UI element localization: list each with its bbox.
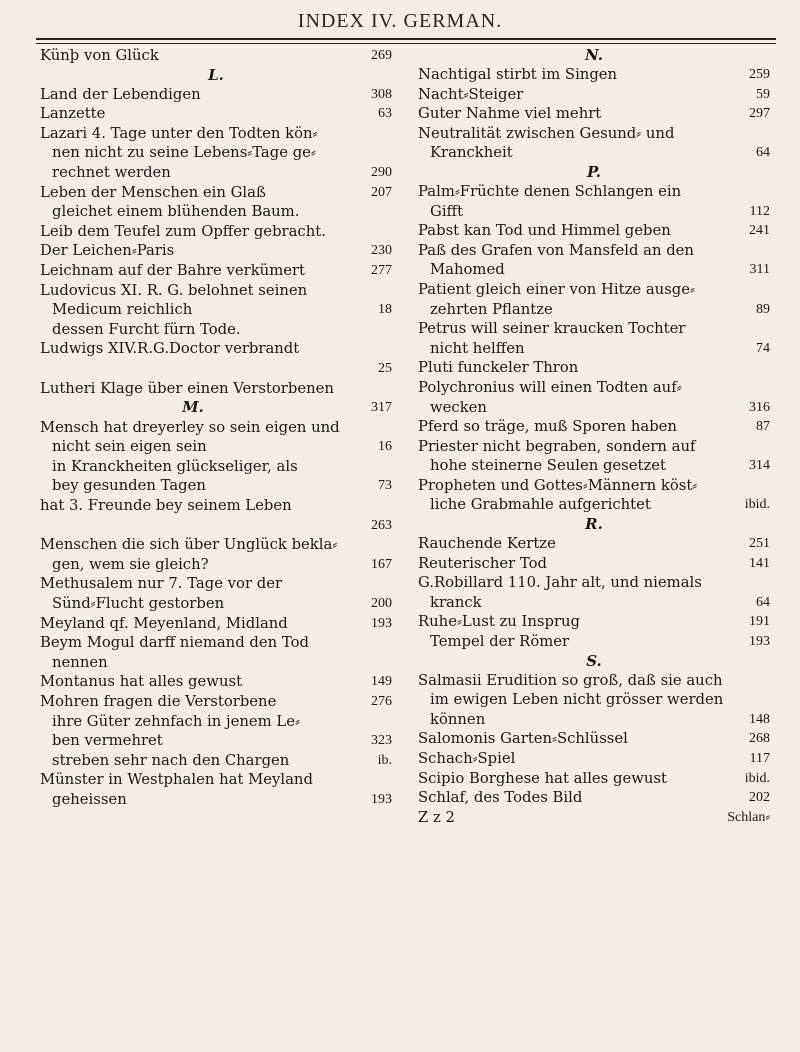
index-entry-continuation (40, 712, 392, 732)
section-letter (40, 66, 392, 85)
index-entry-text: Lanzette (40, 105, 106, 123)
index-entry (418, 417, 770, 437)
index-page-number: 202 (749, 790, 770, 806)
section-letter (418, 515, 770, 534)
index-page-number: ib. (377, 752, 392, 768)
index-entry-continuation (418, 300, 770, 320)
index-entry-continuation (418, 260, 770, 280)
index-page-number: 149 (371, 674, 392, 690)
index-entry (40, 339, 392, 359)
index-entry-continuation (40, 457, 392, 477)
index-entry-continuation (40, 751, 392, 771)
index-entry-text: kranck (430, 593, 482, 611)
index-entry-continuation (40, 731, 392, 751)
index-entry-text: Rauchende Kertze (418, 535, 556, 553)
index-entry (40, 614, 392, 634)
index-entry-text: Meyland qf. Meyenland, Midland (40, 614, 288, 632)
index-entry-text: Leichnam auf der Bahre verkümert (40, 261, 306, 279)
index-page-number: 259 (749, 67, 770, 82)
index-entry-text: Leib dem Teufel zum Opffer gebracht. (40, 222, 326, 240)
index-entry-text: Montanus hat alles gewust (40, 673, 243, 691)
index-entry (418, 378, 770, 398)
index-entry-continuation (418, 143, 770, 163)
index-entry-text: hohe steinerne Seulen gesetzet (430, 457, 666, 475)
index-entry-text: Schlaf, des Todes Bild (418, 789, 583, 807)
index-entry-text: nennen (52, 653, 108, 671)
section-letter-label: R. (585, 515, 603, 534)
index-entry-text: Propheten und Gottes⸗Männern köst⸗ (418, 476, 698, 494)
index-page-number: 167 (371, 556, 392, 572)
section-letter-label: L. (208, 65, 224, 84)
index-page-number: 193 (749, 634, 770, 650)
index-page-number: 193 (371, 791, 392, 807)
left-column (40, 46, 392, 810)
index-page-number: 323 (371, 733, 392, 749)
index-entry-text: Ruhe⸗Lust zu Insprug (418, 613, 581, 631)
index-entry-text: Guter Nahme viel mehrt (418, 105, 602, 123)
index-entry-continuation (418, 398, 770, 418)
index-entry (40, 379, 392, 399)
index-entry-text: Neutralität zwischen Gesund⸗ und (418, 124, 675, 142)
index-entry-text: Ludwigs XIV.R.G.Doctor verbrandt (40, 340, 300, 358)
index-entry-text: Polychronius will einen Todten auf⸗ (418, 378, 682, 396)
index-page-number: 269 (371, 48, 392, 63)
index-entry-continuation (40, 594, 392, 614)
index-entry-text: zehrten Pflantze (430, 300, 553, 318)
index-entry (418, 85, 770, 105)
index-entry (418, 769, 770, 789)
index-page-number: 141 (749, 555, 770, 571)
index-entry-text: Mensch hat dreyerley so sein eigen und (40, 418, 340, 436)
index-page-number: 87 (756, 419, 770, 435)
index-entry (418, 534, 770, 554)
index-page-number: 207 (371, 184, 392, 200)
index-page-number: 317 (371, 400, 392, 416)
index-entry (418, 221, 770, 241)
index-page-number: 200 (371, 596, 392, 612)
index-entry-text: ihre Güter zehnfach in jenem Le⸗ (52, 712, 300, 730)
index-entry (40, 692, 392, 712)
index-entry (418, 612, 770, 632)
index-entry (418, 808, 770, 828)
index-page-number: 251 (749, 536, 770, 552)
index-entry (418, 280, 770, 300)
index-page-number: 73 (378, 478, 392, 494)
index-entry-text: Nacht⸗Steiger (418, 85, 524, 103)
index-page-number: 314 (749, 458, 770, 474)
index-entry (40, 104, 392, 124)
index-entry (40, 281, 392, 301)
index-entry (418, 554, 770, 574)
index-entry (40, 770, 392, 790)
index-entry-text: ben vermehret (52, 732, 163, 750)
index-page-number: 112 (749, 203, 770, 219)
index-page-number: 117 (749, 751, 770, 766)
index-entry (418, 573, 770, 593)
index-entry (418, 749, 770, 769)
index-page-number: 276 (371, 694, 392, 709)
index-page-number: 16 (378, 439, 392, 455)
index-page-number: ibid. (744, 770, 770, 786)
index-entry-text: Lazari 4. Tage unter den Todten kön⸗ (40, 124, 318, 142)
index-entry (418, 437, 770, 457)
header-rule-thin (36, 43, 776, 44)
index-entry (418, 729, 770, 749)
index-entry-text: Nachtigal stirbt im Singen (418, 66, 618, 83)
index-entry-text: rechnet werden (52, 163, 171, 181)
index-entry (40, 85, 392, 105)
index-entry-text: Beym Mogul darff niemand den Tod (40, 634, 309, 652)
index-entry-text: Schach⸗Spiel (418, 750, 516, 767)
index-entry (40, 535, 392, 555)
section-letter-label: M. (182, 399, 204, 417)
index-entry (418, 319, 770, 339)
index-entry-continuation (40, 516, 392, 536)
index-entry-continuation (40, 300, 392, 320)
index-entry-continuation (40, 790, 392, 810)
index-entry-text: Z z 2 (418, 808, 455, 826)
index-entry-text: Gifft (430, 202, 464, 220)
index-page-number: 308 (371, 86, 392, 102)
index-entry-text: Mahomed (430, 261, 505, 279)
index-entry (40, 633, 392, 653)
index-entry (40, 46, 392, 66)
index-entry (40, 241, 392, 261)
index-entry-text: Ludovicus XI. R. G. belohnet seinen (40, 281, 308, 299)
section-letter-label: N. (585, 46, 603, 64)
index-entry-text: Petrus will seiner kraucken Tochter (418, 320, 686, 338)
header-rule (36, 38, 776, 40)
index-entry (418, 476, 770, 496)
index-entry-continuation (40, 320, 392, 340)
index-entry-text: Pluti funckeler Thron (418, 359, 579, 377)
index-entry-continuation (418, 339, 770, 359)
index-entry (40, 496, 392, 516)
index-entry (40, 418, 392, 438)
index-page-number: 241 (749, 223, 770, 239)
index-page-number: 148 (749, 711, 770, 727)
index-page-number: Schlan⸗ (727, 809, 770, 825)
index-entry-continuation (418, 710, 770, 730)
index-entry-continuation (40, 202, 392, 222)
index-page-number: 268 (749, 731, 770, 747)
index-page-number: 277 (371, 262, 392, 278)
index-entry-text: nen nicht zu seine Lebens⸗Tage ge⸗ (52, 144, 316, 162)
index-entry-text: streben sehr nach den Chargen (52, 751, 290, 769)
index-entry-text: gleichet einem blühenden Baum. (52, 203, 300, 221)
index-entry (418, 788, 770, 808)
index-entry-continuation (40, 437, 392, 457)
index-page-number: 89 (756, 301, 770, 317)
index-entry-text: Pferd so träge, muß Sporen haben (418, 418, 677, 436)
index-entry-continuation (40, 476, 392, 496)
index-entry-text: geheissen (52, 790, 127, 808)
section-letter-label: S. (586, 651, 602, 670)
index-page-number: 59 (756, 86, 770, 102)
index-entry-text: können (430, 710, 486, 728)
index-entry-text: Münster in Westphalen hat Meyland (40, 771, 313, 789)
index-page-number: 193 (371, 615, 392, 631)
index-entry-continuation (418, 632, 770, 652)
index-entry-text: Paß des Grafen von Mansfeld an den (418, 241, 694, 259)
index-entry-text (64, 360, 69, 377)
index-entry-text: Mohren fragen die Verstorbene (40, 693, 277, 710)
index-entry-continuation (418, 593, 770, 613)
index-entry-text: Salmasii Erudition so groß, daß sie auch (418, 671, 723, 689)
index-entry-text: Menschen die sich über Unglück bekla⸗ (40, 536, 338, 554)
index-entry-text: Priester nicht begraben, sondern auf (418, 437, 696, 455)
index-entry (40, 183, 392, 203)
index-page-number: 64 (756, 594, 770, 610)
index-entry-text: Reuterischer Tod (418, 554, 547, 572)
index-page-number: 311 (749, 262, 770, 278)
index-entry-continuation (40, 143, 392, 163)
index-entry-text: Salomonis Garten⸗Schlüssel (418, 730, 628, 748)
index-entry (40, 672, 392, 692)
index-entry-text: nicht helffen (430, 339, 525, 357)
section-letter (418, 652, 770, 671)
index-entry-text: Kranckheit (430, 144, 513, 162)
index-entry-text: dessen Furcht fürn Tode. (52, 320, 241, 338)
index-entry-continuation (418, 456, 770, 476)
index-entry-continuation (40, 163, 392, 183)
index-entry-continuation (418, 495, 770, 515)
index-entry-text: Scipio Borghese hat alles gewust (418, 769, 667, 787)
section-letter (40, 398, 392, 418)
index-entry (418, 104, 770, 124)
index-page-number: 230 (371, 243, 392, 259)
index-page-number: ibid. (744, 497, 770, 513)
index-entry-text: nicht sein eigen sein (52, 438, 207, 456)
index-entry-text: Land der Lebendigen (40, 85, 201, 103)
index-entry (418, 65, 770, 85)
index-entry-text: Künþ von Glück (40, 47, 159, 64)
index-entry (40, 261, 392, 281)
index-entry-continuation (418, 690, 770, 710)
index-entry (40, 574, 392, 594)
index-entry-text: Sünd⸗Flucht gestorben (52, 595, 225, 613)
index-entry-continuation (418, 202, 770, 222)
index-entry-text: Tempel der Römer (430, 633, 570, 651)
index-entry-text: Leben der Menschen ein Glaß (40, 183, 266, 201)
index-page-number: 63 (378, 106, 392, 122)
index-entry (418, 358, 770, 378)
page-header: INDEX IV. GERMAN. (297, 10, 503, 32)
index-entry-text: liche Grabmahle aufgerichtet (430, 496, 651, 514)
right-column (418, 46, 770, 827)
index-entry-text: Methusalem nur 7. Tage vor der (40, 575, 283, 593)
section-letter (418, 46, 770, 65)
index-page-number: 316 (749, 399, 770, 415)
index-entry (418, 124, 770, 144)
index-entry-text: Der Leichen⸗Paris (40, 242, 175, 260)
index-entry-text: Pabst kan Tod und Himmel geben (418, 222, 671, 240)
index-page-number: 25 (378, 360, 392, 376)
index-entry (40, 222, 392, 242)
index-entry (418, 182, 770, 202)
index-entry-text: G.Robillard 110. Jahr alt, und niemals (418, 574, 702, 592)
index-entry-text: Patient gleich einer von Hitze ausge⸗ (418, 280, 695, 298)
index-entry-text: wecken (430, 398, 487, 416)
index-entry-text: Lutheri Klage über einen Verstorbenen (40, 379, 334, 397)
index-entry (418, 241, 770, 261)
section-letter (418, 163, 770, 182)
index-page-number: 191 (749, 614, 770, 630)
index-entry-text: bey gesunden Tagen (52, 477, 206, 495)
index-entry (418, 671, 770, 691)
index-entry-text: hat 3. Freunde bey seinem Leben (40, 497, 292, 515)
index-entry-continuation (40, 359, 392, 379)
index-page-number: 74 (756, 340, 770, 356)
section-letter-label: P. (586, 162, 602, 181)
index-entry (40, 124, 392, 144)
index-entry-text: Palm⸗Früchte denen Schlangen ein (418, 182, 682, 200)
index-entry-text (64, 517, 69, 534)
index-entry-text: gen, wem sie gleich? (52, 555, 209, 573)
index-page-number: 290 (371, 164, 392, 180)
index-entry-text: im ewigen Leben nicht grösser werden (430, 691, 724, 709)
index-entry-text: Medicum reichlich (52, 301, 193, 319)
index-page-number: 18 (378, 302, 392, 318)
index-entry-continuation (40, 555, 392, 575)
index-entry-text: in Kranckheiten glückseliger, als (52, 457, 298, 475)
index-page-number: 263 (371, 517, 392, 533)
index-page-number: 64 (756, 145, 770, 161)
index-page-number: 297 (749, 106, 770, 122)
index-entry-continuation (40, 653, 392, 673)
